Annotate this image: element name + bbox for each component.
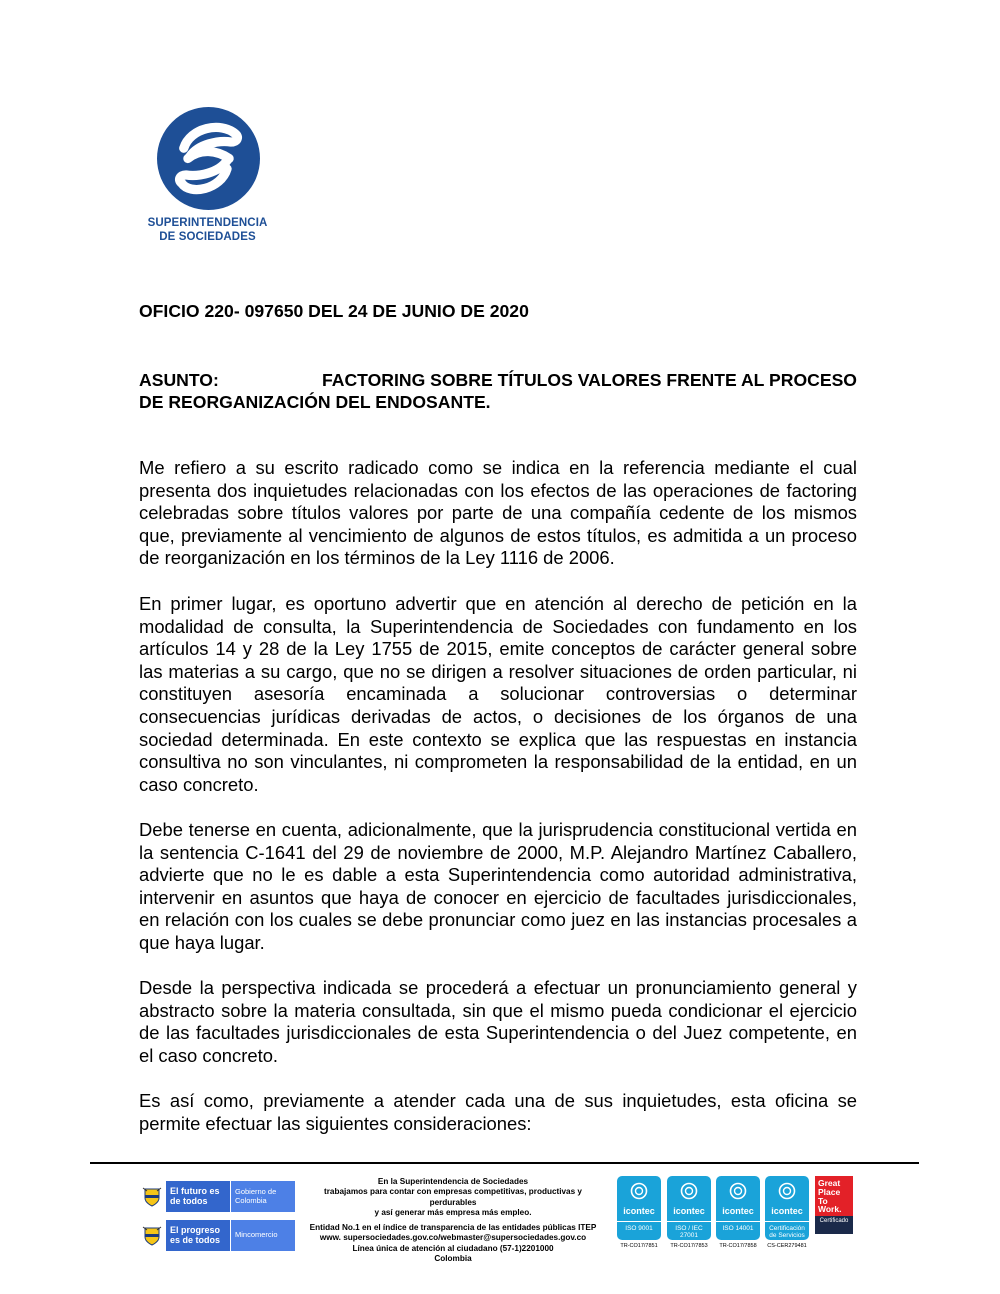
gptw-text: Great Place To Work. xyxy=(815,1176,853,1216)
footer-line: www. supersociedades.gov.co/webmaster@supersociedades.gov.co xyxy=(319,1233,587,1243)
asunto-heading xyxy=(139,369,857,413)
footer-line: Colombia xyxy=(434,1254,472,1264)
superintendencia-emblem-icon xyxy=(157,107,260,210)
cert-brand: icontec xyxy=(722,1206,754,1216)
icontec-cert-badge xyxy=(765,1176,809,1249)
icontec-icon xyxy=(630,1182,648,1200)
footer-contact-text xyxy=(300,1177,606,1264)
badge2-left-text: El progreso es de todos xyxy=(166,1220,230,1251)
icontec-icon xyxy=(729,1182,747,1200)
cert-code: CS-CER279481 xyxy=(767,1243,807,1249)
colombia-shield-icon xyxy=(138,1220,166,1251)
badge1-left-text: El futuro es de todos xyxy=(166,1181,230,1212)
cert-standard: ISO / IEC 27001 xyxy=(667,1221,711,1239)
icontec-cert-badge xyxy=(667,1176,711,1249)
cert-code: TR-CO17/7858 xyxy=(719,1243,757,1249)
cert-standard: ISO 14001 xyxy=(716,1221,760,1232)
asunto-label: ASUNTO: xyxy=(139,370,219,390)
body-paragraph: Es así como, previamente a atender cada una de sus inquietudes, esta oficina se permite efectuar las siguientes consideraciones: xyxy=(139,1090,857,1134)
cert-brand: icontec xyxy=(771,1206,803,1216)
badge2-right-text: Mincomercio xyxy=(230,1220,295,1251)
cert-standard: Certificación de Servicios xyxy=(765,1221,809,1239)
gptw-certified: Certificado xyxy=(819,1218,849,1224)
mincomercio-badge xyxy=(138,1220,295,1251)
cert-standard: ISO 9001 xyxy=(617,1221,661,1232)
footer-line: Entidad No.1 en el índice de transparencia de las entidades públicas ITEP xyxy=(309,1223,597,1233)
icontec-icon xyxy=(680,1182,698,1200)
icontec-cert-badge xyxy=(716,1176,760,1249)
footer-line: Línea única de atención al ciudadano (57-1)2201000 xyxy=(352,1243,554,1253)
badge1-right-text: Gobierno de Colombia xyxy=(230,1181,295,1212)
superintendencia-logo xyxy=(140,107,275,244)
cert-code: TR-CO17/7851 xyxy=(620,1243,658,1249)
logo-text-line2: DE SOCIEDADES xyxy=(159,231,256,243)
great-place-to-work-badge xyxy=(815,1176,853,1242)
footer-line: y así generar más empresa más empleo. xyxy=(374,1207,532,1217)
footer-divider xyxy=(90,1162,919,1164)
cert-brand: icontec xyxy=(623,1206,655,1216)
cert-brand: icontec xyxy=(673,1206,705,1216)
cert-code: TR-CO17/7853 xyxy=(670,1243,708,1249)
logo-text-line1: SUPERINTENDENCIA xyxy=(147,217,268,229)
oficio-title: OFICIO 220- 097650 DEL 24 DE JUNIO DE 2020 xyxy=(139,301,529,321)
asunto-line2: DE REORGANIZACIÓN DEL ENDOSANTE. xyxy=(139,392,491,412)
footer-line: trabajamos para contar con empresas competitivas, productivas y perdurables xyxy=(323,1187,582,1207)
icontec-icon xyxy=(778,1182,796,1200)
body-paragraph: Me refiero a su escrito radicado como se indica en la referencia mediante el cual presenta dos inquietudes relacionadas con los efectos de las operaciones de factoring celebradas sobre títulos valores por parte de una compañía cedente de los mismos que, previamente al vencimiento de algunos de estos títulos, es admitida a un proceso de reorganización en los términos de la Ley 1116 de 2006. xyxy=(139,457,857,569)
icontec-cert-badge xyxy=(617,1176,661,1249)
asunto-line1: FACTORING SOBRE TÍTULOS VALORES FRENTE AL PROCESO xyxy=(321,370,857,390)
footer-line: En la Superintendencia de Sociedades xyxy=(377,1177,529,1186)
gobierno-badge xyxy=(138,1181,295,1212)
body-paragraph: Debe tenerse en cuenta, adicionalmente, que la jurisprudencia constitucional vertida en la sentencia C-1641 del 29 de noviembre de 2000, M.P. Alejandro Martínez Caballero, advierte que no le es dable a esta Superintendencia como autoridad administrativa, intervenir en asuntos que haya de conocer en ejercicio de facultades jurisdiccionales, en relación con los cuales se debe pronunciar como juez en las instancias procesales a que haya lugar. xyxy=(139,819,857,953)
colombia-shield-icon xyxy=(138,1181,166,1212)
body-paragraph: En primer lugar, es oportuno advertir que en atención al derecho de petición en la modalidad de consulta, la Superintendencia de Sociedades con fundamento en los artículos 14 y 28 de la Ley 1755 de 2015, emite conceptos de carácter general sobre las materias a su cargo, que no se dirigen a resolver situaciones de orden particular, ni constituyen asesoría encaminada a solucionar controversias o determinar consecuencias jurídicas derivadas de actos, o decisiones de los órganos de una sociedad determinada. En este contexto se explica que las respuestas en instancia consultiva no son vinculantes, ni comprometen la responsabilidad de la entidad, en un caso concreto. xyxy=(139,593,857,795)
body-paragraph: Desde la perspectiva indicada se procederá a efectuar un pronunciamiento general y abstracto sobre la materia consultada, sin que el mismo pueda condicionar el ejercicio de las facultades jurisdiccionales de esta Superintendencia o del Juez competente, en el caso concreto. xyxy=(139,977,857,1066)
